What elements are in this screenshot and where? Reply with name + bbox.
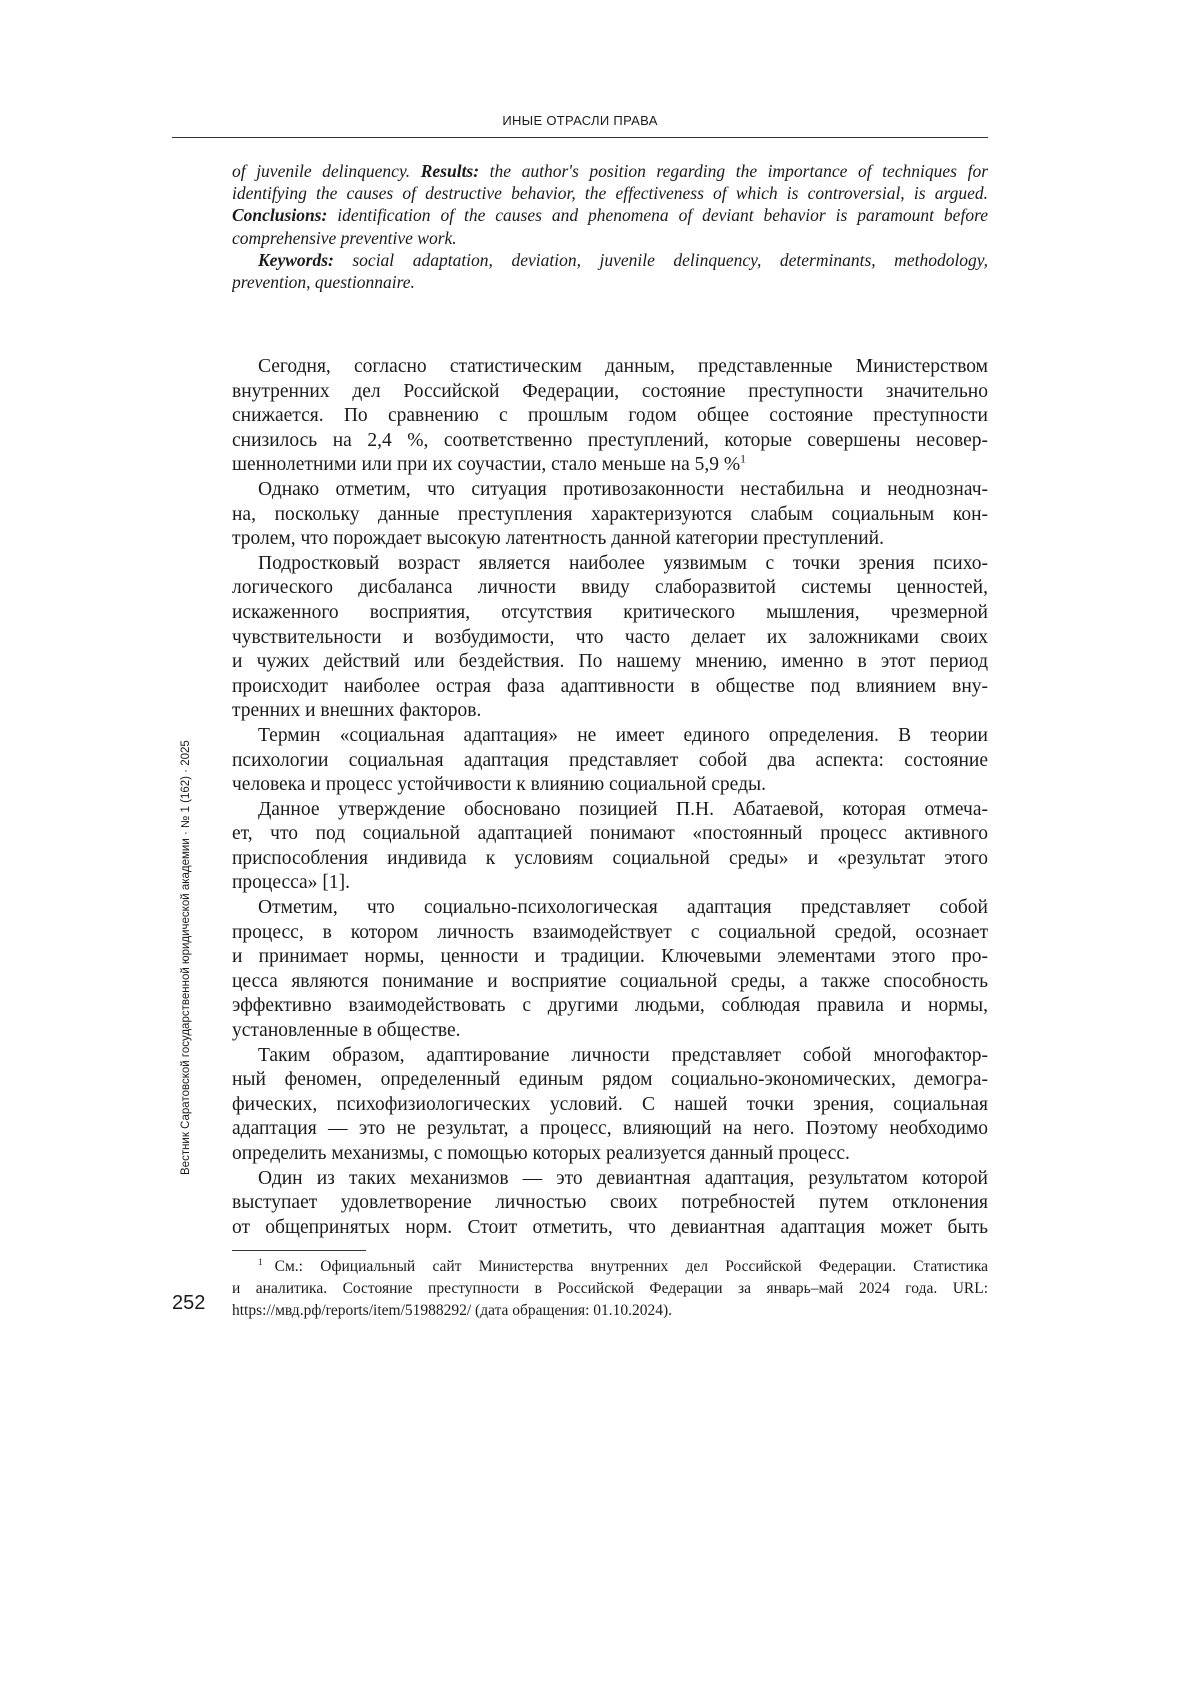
paragraph-line — [232, 503, 988, 528]
line-text: ет, что под социальной адаптацией понимают «постоянный процесс активного — [232, 823, 988, 845]
line-text: тролем, что порождает высокую латентность данной категории преступлений. — [232, 528, 884, 550]
paragraph-line — [232, 1044, 988, 1069]
line-text: логического дисбаланса личности ввиду слаборазвитой системы ценностей, — [232, 577, 988, 599]
paragraph — [232, 724, 988, 798]
paragraph-line — [232, 773, 988, 798]
abstract-line — [232, 249, 988, 271]
line-text: и чужих действий или бездействия. По нашему мнению, именно в этот период — [232, 651, 988, 673]
paragraph — [232, 798, 988, 896]
line-text: адаптация — это не результат, а процесс, влияющий на него. Поэтому необходимо — [232, 1118, 988, 1140]
paragraph-line — [232, 1093, 988, 1118]
paragraph-line — [232, 945, 988, 970]
abstract — [232, 160, 988, 293]
abstract-line — [232, 227, 988, 249]
paragraph-line — [232, 1068, 988, 1093]
line-text: шеннолетними или при их соучастии, стало меньше на 5,9 % — [232, 454, 741, 476]
header-divider — [172, 137, 988, 138]
paragraph-line — [232, 1167, 988, 1192]
footnote-text: и аналитика. Состояние преступности в Российской Федерации за январь–май 2024 года. URL: — [232, 1280, 988, 1297]
paragraph — [232, 1167, 988, 1241]
line-text: чувствительности и возбудимости, что часто делает их заложниками своих — [232, 626, 988, 648]
footnote-text: https://мвд.рф/reports/item/51988292/ (дата обращения: 01.10.2024). — [232, 1302, 673, 1319]
abstract-label: Results: — [420, 161, 480, 181]
footnote-ref: 1 — [740, 453, 746, 466]
paragraph-line — [232, 994, 988, 1019]
article-body — [232, 355, 988, 1240]
line-text: эффективно взаимодействовать с другими людьми, соблюдая правила и нормы, — [232, 995, 988, 1017]
paragraph-line — [232, 847, 988, 872]
abstract-text: social adaptation, deviation, juvenile delinquency, determinants, methodology, — [333, 249, 988, 270]
line-text: Отметим, что социально-психологическая адаптация представляет собой — [258, 897, 988, 919]
line-text: и принимает нормы, ценности и традиции. Ключевыми элементами этого про- — [232, 946, 988, 968]
line-text: процесса» [1]. — [232, 872, 350, 894]
line-text: происходит наиболее острая фаза адаптивности в обществе под влиянием вну- — [232, 675, 988, 697]
footnote-number: 1 — [258, 1257, 263, 1268]
footnote — [232, 1256, 988, 1322]
paragraph — [232, 552, 988, 724]
paragraph-line — [232, 453, 988, 478]
line-text: на, поскольку данные преступления характеризуются слабым социальным кон- — [232, 503, 988, 525]
line-text: фических, психофизиологических условий. С нашей точки зрения, социальная — [232, 1093, 988, 1115]
line-text: Сегодня, согласно статистическим данным, представленные Министерством — [258, 356, 988, 377]
paragraph-line — [232, 404, 988, 429]
paragraph-line — [232, 675, 988, 700]
paragraph-line — [232, 798, 988, 823]
paragraph-line — [232, 478, 988, 503]
paragraph-line — [232, 1142, 988, 1167]
journal-side-title: Вестник Саратовской государственной юридической академии · № 1 (162) · 2025 — [180, 740, 192, 1175]
paragraph-line — [232, 970, 988, 995]
footnote-line — [232, 1256, 988, 1278]
paragraph-line — [232, 724, 988, 749]
line-text: цесса являются понимание и восприятие социальной среды, а также способность — [232, 970, 988, 992]
line-text: Таким образом, адаптирование личности представляет собой многофактор- — [258, 1044, 988, 1066]
paragraph-line — [232, 552, 988, 577]
paragraph-line — [232, 822, 988, 847]
paragraph-line — [232, 601, 988, 626]
line-text: Подростковый возраст является наиболее уязвимым с точки зрения психо- — [258, 552, 988, 574]
paragraph-line — [232, 871, 988, 896]
line-text: ный феномен, определенный единым рядом социально-экономических, демогра- — [232, 1069, 988, 1091]
abstract-label: Keywords: — [258, 249, 334, 270]
paragraph-line — [232, 1117, 988, 1142]
abstract-text: identifying the causes of destructive behavior, the effectiveness of which is controversial, is argued. — [232, 183, 988, 204]
footnote-text: См.: Официальный сайт Министерства внутренних дел Российской Федерации. Статистика — [274, 1258, 988, 1275]
abstract-line — [232, 204, 988, 226]
paragraph — [232, 896, 988, 1044]
line-text: тренних и внешних факторов. — [232, 700, 482, 722]
footnote-line — [232, 1278, 988, 1300]
abstract-text: identification of the causes and phenomena of deviant behavior is paramount before — [327, 205, 988, 226]
paragraph-line — [232, 527, 988, 552]
line-text: Однако отметим, что ситуация противозаконности нестабильна и неоднознач- — [258, 478, 988, 500]
paragraph-line — [232, 626, 988, 651]
line-text: выступает удовлетворение личностью своих потребностей путем отклонения — [232, 1192, 988, 1214]
paragraph-line — [232, 355, 988, 380]
paragraph-line — [232, 650, 988, 675]
line-text: определить механизмы, с помощью которых реализуется данный процесс. — [232, 1143, 850, 1164]
line-text: приспособления индивида к условиям социальной среды» и «результат этого — [232, 847, 988, 869]
line-text: психологии социальная адаптация представляет собой два аспекта: состояние — [232, 749, 988, 771]
abstract-label: Conclusions: — [232, 205, 328, 226]
line-text: Один из таких механизмов — это девиантная адаптация, результатом которой — [258, 1167, 988, 1189]
line-text: Данное утверждение обосновано позицией П.Н. Абатаевой, которая отмеча- — [258, 798, 988, 820]
paragraph — [232, 478, 988, 552]
page-number: 252 — [172, 1292, 206, 1314]
line-text: от общепринятых норм. Стоит отметить, что девиантная адаптация может быть — [232, 1216, 988, 1238]
abstract-text: comprehensive preventive work. — [232, 227, 457, 248]
abstract-text: of juvenile delinquency. — [232, 161, 421, 181]
line-text: Термин «социальная адаптация» не имеет единого определения. В теории — [258, 724, 988, 746]
abstract-text: the author's position regarding the importance of techniques for — [479, 161, 988, 181]
line-text: снизилось на 2,4 %, соответственно преступлений, которые совершены несовер- — [232, 429, 988, 451]
paragraph-line — [232, 921, 988, 946]
line-text: искаженного восприятия, отсутствия критического мышления, чрезмерной — [232, 601, 988, 623]
paragraph-line — [232, 749, 988, 774]
paragraph — [232, 1044, 988, 1167]
line-text: процесс, в котором личность взаимодействует с социальной средой, осознает — [232, 921, 988, 943]
paragraph-line — [232, 576, 988, 601]
line-text: снижается. По сравнению с прошлым годом общее состояние преступности — [232, 405, 988, 427]
abstract-text: prevention, questionnaire. — [232, 272, 415, 293]
line-text: человека и процесс устойчивости к влиянию социальной среды. — [232, 774, 766, 796]
paragraph-line — [232, 380, 988, 405]
abstract-line — [232, 271, 988, 293]
paragraph-line — [232, 896, 988, 921]
line-text: установленные в обществе. — [232, 1020, 461, 1042]
footnote-line — [232, 1300, 988, 1322]
footnote-divider — [232, 1250, 366, 1251]
abstract-line — [232, 182, 988, 204]
paragraph-line — [232, 699, 988, 724]
paragraph — [232, 355, 988, 478]
paragraph-line — [232, 1191, 988, 1216]
abstract-line — [232, 160, 988, 182]
paragraph-line — [232, 1216, 988, 1241]
line-text: внутренних дел Российской Федерации, состояние преступности значительно — [232, 380, 988, 402]
running-header: ИНЫЕ ОТРАСЛИ ПРАВА — [502, 113, 658, 128]
paragraph-line — [232, 429, 988, 454]
paragraph-line — [232, 1019, 988, 1044]
